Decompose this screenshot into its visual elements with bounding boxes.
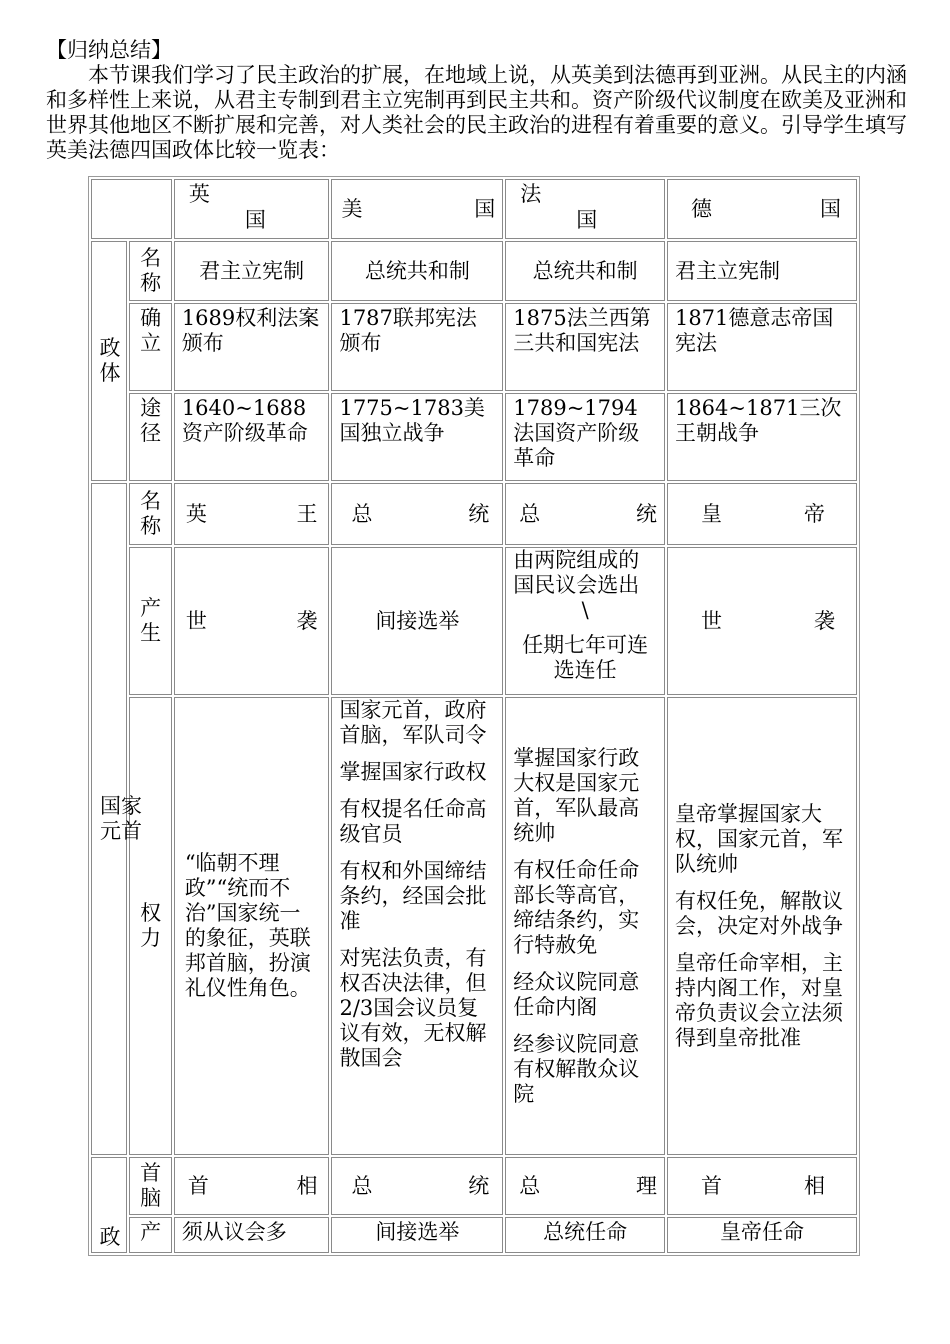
polity-name-row xyxy=(91,241,857,301)
cell-us-gov-head: 总 统 xyxy=(331,1157,503,1215)
cell-uk-gov-origin: 须从议会多 xyxy=(174,1217,330,1253)
intro-paragraph: 本节课我们学习了民主政治的扩展，在地域上说，从英美到法德再到亚洲。从民主的内涵和多样性上来说，从君主专制到君主立宪制再到民主共和。资产阶级代议制度在欧美及亚洲和世界其他地区不断扩展和完善，对人类社会的民主政治的进程有着重要的意义。引导学生填写英美法德四国政体比较一览表： xyxy=(46,63,907,162)
cell-de-head-origin: 世 袭 xyxy=(667,547,857,695)
label-gov-head: 首脑 xyxy=(129,1157,171,1215)
header-corner-cell xyxy=(91,179,172,239)
label-head-name: 名称 xyxy=(129,483,171,545)
cell-de-head-name: 皇 帝 xyxy=(667,483,857,545)
label-established: 确立 xyxy=(129,303,171,391)
cell-uk-path: 1640~1688资产阶级革命 xyxy=(174,393,330,481)
cell-us-gov-origin: 间接选举 xyxy=(331,1217,503,1253)
cell-fr-head-name: 总 统 xyxy=(505,483,665,545)
header-us: 美 国 xyxy=(331,179,503,239)
header-fr: 法 国 xyxy=(505,179,665,239)
cell-fr-gov-origin: 总统任命 xyxy=(505,1217,665,1253)
group-head-of-state: 国家 元首 xyxy=(91,483,127,1155)
cell-us-polity-name: 总统共和制 xyxy=(331,241,503,301)
polity-path-row xyxy=(91,393,857,481)
cell-us-head-name: 总 统 xyxy=(331,483,503,545)
cell-us-head-power: 国家元首，政府首脑，军队司令 掌握国家行政权 有权提名任命高级官员 有权和外国缔结条约，经国会批准 对宪法负责，有权否决法律，但2/3国会议员复议有效，无权解散国会 xyxy=(331,697,503,1155)
cell-de-gov-origin: 皇帝任命 xyxy=(667,1217,857,1253)
head-name-row xyxy=(91,483,857,545)
cell-uk-established: 1689权利法案颁布 xyxy=(174,303,330,391)
cell-us-path: 1775~1783美国独立战争 xyxy=(331,393,503,481)
label-head-origin: 产生 xyxy=(129,547,171,695)
cell-de-established: 1871德意志帝国宪法 xyxy=(667,303,857,391)
cell-us-established: 1787联邦宪法颁布 xyxy=(331,303,503,391)
intro-section xyxy=(46,38,916,163)
cell-de-gov-head: 首 相 xyxy=(667,1157,857,1215)
cell-uk-head-name: 英 王 xyxy=(174,483,330,545)
header-de: 德 国 xyxy=(667,179,857,239)
cell-uk-head-origin: 世 袭 xyxy=(174,547,330,695)
label-gov-origin: 产 xyxy=(129,1217,171,1253)
cell-fr-established: 1875法兰西第三共和国宪法 xyxy=(505,303,665,391)
section-heading: 【归纳总结】 xyxy=(46,38,172,62)
cell-fr-head-origin: 由两院组成的国民议会选出 \ 任期七年可连选连任 xyxy=(505,547,665,695)
label-head-power: 权力 xyxy=(129,697,171,1155)
gov-head-row xyxy=(91,1157,857,1215)
header-uk: 英 国 xyxy=(174,179,330,239)
group-government: 政 xyxy=(91,1157,127,1253)
head-power-row xyxy=(91,697,857,1155)
gov-origin-row xyxy=(91,1217,857,1253)
cell-de-polity-name: 君主立宪制 xyxy=(667,241,857,301)
label-name: 名称 xyxy=(129,241,171,301)
cell-fr-path: 1789~1794法国资产阶级革命 xyxy=(505,393,665,481)
comparison-table xyxy=(88,176,860,1256)
cell-fr-polity-name: 总统共和制 xyxy=(505,241,665,301)
cell-fr-gov-head: 总 理 xyxy=(505,1157,665,1215)
cell-uk-gov-head: 首 相 xyxy=(174,1157,330,1215)
header-row xyxy=(91,179,857,239)
label-path: 途径 xyxy=(129,393,171,481)
cell-uk-head-power: “临朝不理政”“统而不治”国家统一的象征，英联邦首脑，扮演礼仪性角色。 xyxy=(174,697,330,1155)
cell-fr-head-power: 掌握国家行政大权是国家元首，军队最高统帅 有权任命任命部长等高官，缔结条约，实行特赦免 经众议院同意任命内阁 经参议院同意有权解散众议院 xyxy=(505,697,665,1155)
cell-de-head-power: 皇帝掌握国家大权，国家元首，军队统帅 有权任免，解散议会，决定对外战争 皇帝任命宰相，主持内阁工作，对皇帝负责议会立法须得到皇帝批准 xyxy=(667,697,857,1155)
cell-us-head-origin: 间接选举 xyxy=(331,547,503,695)
head-origin-row xyxy=(91,547,857,695)
cell-de-path: 1864~1871三次王朝战争 xyxy=(667,393,857,481)
group-polity: 政体 xyxy=(91,241,127,481)
polity-est-row xyxy=(91,303,857,391)
cell-uk-polity-name: 君主立宪制 xyxy=(174,241,330,301)
